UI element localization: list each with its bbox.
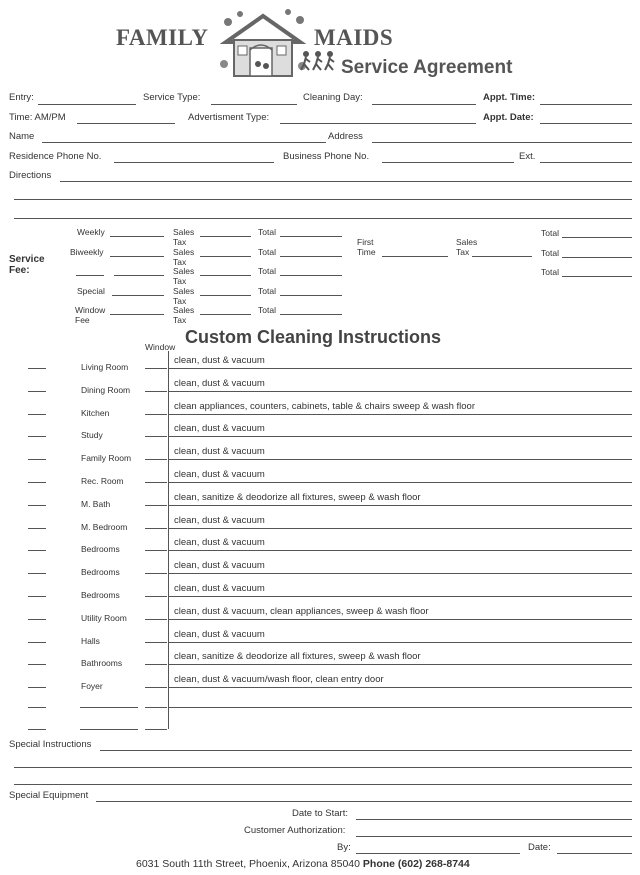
tax-label: Tax xyxy=(173,315,187,325)
appt-time-field[interactable] xyxy=(540,104,632,105)
right-total-label: Total xyxy=(541,267,559,277)
room-label: Study xyxy=(81,430,103,440)
sales-label: Sales xyxy=(173,305,195,315)
room-label: Halls xyxy=(81,636,100,646)
special-instructions-field-2[interactable] xyxy=(14,767,632,768)
special-equipment-field[interactable] xyxy=(96,801,632,802)
weekly-total-field[interactable] xyxy=(280,236,342,237)
special-amount-field[interactable] xyxy=(112,295,164,296)
tax-label: Tax xyxy=(173,257,187,267)
room-check-field[interactable] xyxy=(28,482,46,483)
directions-field-1[interactable] xyxy=(60,181,632,182)
cleaning-instruction: clean, dust & vacuum/wash floor, clean entry door xyxy=(174,674,384,685)
instruction-line[interactable] xyxy=(168,573,632,574)
appt-date-label: Appt. Date: xyxy=(483,112,534,123)
window-fee-label-2: Fee xyxy=(75,315,90,325)
window-check-field[interactable] xyxy=(145,596,167,597)
name-field[interactable] xyxy=(42,142,326,143)
window-check-field[interactable] xyxy=(145,642,167,643)
cleaning-instruction: clean, dust & vacuum xyxy=(174,446,265,457)
biweekly-total-field[interactable] xyxy=(280,256,342,257)
instruction-line[interactable] xyxy=(168,414,632,415)
first-time-label-1: First xyxy=(357,237,374,247)
time-ampm-label: Time: AM/PM xyxy=(9,112,66,123)
window-check-field[interactable] xyxy=(145,436,167,437)
room-name-field[interactable] xyxy=(80,707,138,708)
first-time-tax-label: Tax xyxy=(456,247,470,257)
room-label: Utility Room xyxy=(81,613,127,623)
instruction-line[interactable] xyxy=(168,596,632,597)
instruction-line[interactable] xyxy=(168,505,632,506)
room-check-field[interactable] xyxy=(28,596,46,597)
sales-label: Sales xyxy=(173,266,195,276)
column-divider xyxy=(168,351,169,729)
right-total-label: Total xyxy=(541,248,559,258)
cleaning-instruction: clean, dust & vacuum xyxy=(174,537,265,548)
advertisement-type-label: Advertisment Type: xyxy=(188,112,270,123)
window-check-field[interactable] xyxy=(145,619,167,620)
service-fee-label-2: Fee: xyxy=(9,265,30,276)
cleaning-instruction: clean, dust & vacuum xyxy=(174,583,265,594)
total-label: Total xyxy=(258,266,276,276)
room-label: Rec. Room xyxy=(81,476,124,486)
first-time-tax-field[interactable] xyxy=(472,256,532,257)
room-label: Dining Room xyxy=(81,385,131,395)
form-title: Service Agreement xyxy=(341,57,513,78)
date-to-start-label: Date to Start: xyxy=(292,808,348,819)
name-label: Name xyxy=(9,131,35,142)
directions-field-3[interactable] xyxy=(14,218,632,219)
appt-time-label: Appt. Time: xyxy=(483,92,536,103)
biweekly-amount-field[interactable] xyxy=(110,256,164,257)
window-check-field[interactable] xyxy=(145,482,167,483)
customer-authorization-field[interactable] xyxy=(356,836,632,837)
other-total-field[interactable] xyxy=(280,275,342,276)
instruction-line[interactable] xyxy=(168,528,632,529)
room-check-field[interactable] xyxy=(28,528,46,529)
instruction-line[interactable] xyxy=(168,391,632,392)
room-label: Bedrooms xyxy=(81,544,120,554)
window-check-field[interactable] xyxy=(145,368,167,369)
right-total-field-2[interactable] xyxy=(562,257,632,258)
by-field[interactable] xyxy=(356,853,520,854)
footer-phone: Phone (602) 268-8744 xyxy=(362,858,470,870)
room-label: Kitchen xyxy=(81,408,110,418)
service-type-field[interactable] xyxy=(211,104,297,105)
room-check-field[interactable] xyxy=(28,391,46,392)
directions-label: Directions xyxy=(9,170,52,181)
cleaning-instruction: clean, dust & vacuum xyxy=(174,378,265,389)
room-label: Foyer xyxy=(81,681,103,691)
first-time-amount-field[interactable] xyxy=(382,256,448,257)
first-time-label-2: Time xyxy=(357,247,376,257)
room-label: Family Room xyxy=(81,453,132,463)
window-check-field[interactable] xyxy=(145,459,167,460)
service-fee-label-1: Service xyxy=(9,254,45,265)
customer-authorization-label: Customer Authorization: xyxy=(244,825,346,836)
instruction-line[interactable] xyxy=(168,459,632,460)
instruction-line[interactable] xyxy=(168,707,632,708)
cleaning-instruction: clean, dust & vacuum xyxy=(174,515,265,526)
special-instructions-field-1[interactable] xyxy=(100,750,632,751)
instruction-line[interactable] xyxy=(168,482,632,483)
cleaning-instruction: clean appliances, counters, cabinets, table & chairs sweep & wash floor xyxy=(174,401,475,412)
special-label: Special xyxy=(77,286,105,296)
business-phone-field[interactable] xyxy=(382,162,514,163)
instruction-line[interactable] xyxy=(168,550,632,551)
window-check-field[interactable] xyxy=(145,391,167,392)
room-label: Bedrooms xyxy=(81,567,120,577)
special-instructions-label: Special Instructions xyxy=(9,739,92,750)
sales-label: Sales xyxy=(173,227,195,237)
sales-label: Sales xyxy=(173,286,195,296)
window-tax-field[interactable] xyxy=(200,314,251,315)
business-phone-label: Business Phone No. xyxy=(283,151,370,162)
cleaning-day-label: Cleaning Day: xyxy=(303,92,363,103)
room-check-field[interactable] xyxy=(28,729,46,730)
window-check-field[interactable] xyxy=(145,550,167,551)
special-instructions-field-3[interactable] xyxy=(14,784,632,785)
total-label: Total xyxy=(258,247,276,257)
weekly-amount-field[interactable] xyxy=(110,236,164,237)
cleaning-instruction: clean, dust & vacuum xyxy=(174,423,265,434)
other-label-field[interactable] xyxy=(76,275,104,276)
cleaning-instruction: clean, dust & vacuum xyxy=(174,469,265,480)
first-time-sales-label: Sales xyxy=(456,237,478,247)
tax-label: Tax xyxy=(173,276,187,286)
ext-field[interactable] xyxy=(540,162,632,163)
sales-label: Sales xyxy=(173,247,195,257)
date-field[interactable] xyxy=(557,853,632,854)
cleaning-instruction: clean, dust & vacuum xyxy=(174,629,265,640)
window-column-label: Window xyxy=(145,342,176,352)
appt-date-field[interactable] xyxy=(540,123,632,124)
residence-phone-field[interactable] xyxy=(114,162,274,163)
instruction-line[interactable] xyxy=(168,619,632,620)
instruction-line[interactable] xyxy=(168,436,632,437)
instruction-line[interactable] xyxy=(168,664,632,665)
ext-label: Ext. xyxy=(519,151,536,162)
time-ampm-field[interactable] xyxy=(77,123,175,124)
right-total-label: Total xyxy=(541,228,559,238)
room-check-field[interactable] xyxy=(28,414,46,415)
total-label: Total xyxy=(258,305,276,315)
window-total-field[interactable] xyxy=(280,314,342,315)
address-label: Address xyxy=(328,131,363,142)
special-equipment-label: Special Equipment xyxy=(9,790,89,801)
window-check-field[interactable] xyxy=(145,573,167,574)
window-check-field[interactable] xyxy=(145,528,167,529)
room-check-field[interactable] xyxy=(28,459,46,460)
window-check-field[interactable] xyxy=(145,505,167,506)
window-check-field[interactable] xyxy=(145,414,167,415)
right-total-field-1[interactable] xyxy=(562,237,632,238)
room-check-field[interactable] xyxy=(28,642,46,643)
custom-cleaning-heading: Custom Cleaning Instructions xyxy=(185,327,442,347)
room-check-field[interactable] xyxy=(28,687,46,688)
window-amount-field[interactable] xyxy=(110,314,164,315)
residence-phone-label: Residence Phone No. xyxy=(9,151,102,162)
cleaning-day-field[interactable] xyxy=(372,104,476,105)
room-check-field[interactable] xyxy=(28,664,46,665)
room-label: M. Bedroom xyxy=(81,522,128,532)
instruction-line[interactable] xyxy=(168,642,632,643)
window-check-field[interactable] xyxy=(145,707,167,708)
service-type-label: Service Type: xyxy=(143,92,201,103)
cleaning-instruction: clean, dust & vacuum, clean appliances, sweep & wash floor xyxy=(174,606,429,617)
room-label: M. Bath xyxy=(81,499,111,509)
by-label: By: xyxy=(337,842,351,853)
tax-label: Tax xyxy=(173,296,187,306)
room-check-field[interactable] xyxy=(28,505,46,506)
room-label: Living Room xyxy=(81,362,129,372)
instruction-line[interactable] xyxy=(168,687,632,688)
instruction-line[interactable] xyxy=(168,368,632,369)
room-check-field[interactable] xyxy=(28,368,46,369)
house-logo-icon xyxy=(220,8,306,78)
cleaning-instruction: clean, sanitize & deodorize all fixtures, sweep & wash floor xyxy=(174,651,421,662)
room-check-field[interactable] xyxy=(28,707,46,708)
room-check-field[interactable] xyxy=(28,550,46,551)
date-label: Date: xyxy=(528,842,551,853)
address-field[interactable] xyxy=(372,142,632,143)
room-check-field[interactable] xyxy=(28,619,46,620)
other-tax-field[interactable] xyxy=(200,275,251,276)
special-total-field[interactable] xyxy=(280,295,342,296)
advertisement-type-field[interactable] xyxy=(280,123,476,124)
other-amount-field[interactable] xyxy=(114,275,164,276)
window-check-field[interactable] xyxy=(145,687,167,688)
biweekly-tax-field[interactable] xyxy=(200,256,251,257)
cleaning-instruction: clean, dust & vacuum xyxy=(174,560,265,571)
cleaning-instruction: clean, sanitize & deodorize all fixtures, sweep & wash floor xyxy=(174,492,421,503)
biweekly-label: Biweekly xyxy=(70,247,104,257)
cleaning-instruction: clean, dust & vacuum xyxy=(174,355,265,366)
weekly-label: Weekly xyxy=(77,227,105,237)
weekly-tax-field[interactable] xyxy=(200,236,251,237)
footer-street: 6031 South 11th Street, Phoenix, Arizona 85040 xyxy=(136,858,360,870)
room-check-field[interactable] xyxy=(28,436,46,437)
running-figures-icon xyxy=(300,50,336,72)
entry-field[interactable] xyxy=(38,104,136,105)
room-check-field[interactable] xyxy=(28,573,46,574)
room-label: Bathrooms xyxy=(81,658,123,668)
brand-maids: MAIDS xyxy=(314,25,394,50)
window-check-field[interactable] xyxy=(145,664,167,665)
directions-field-2[interactable] xyxy=(14,199,632,200)
window-fee-label-1: Window xyxy=(75,305,106,315)
window-check-field[interactable] xyxy=(145,729,167,730)
room-label: Bedrooms xyxy=(81,590,120,600)
entry-label: Entry: xyxy=(9,92,34,103)
footer-address xyxy=(136,858,470,870)
total-label: Total xyxy=(258,286,276,296)
tax-label: Tax xyxy=(173,237,187,247)
right-total-field-3[interactable] xyxy=(562,276,632,277)
date-to-start-field[interactable] xyxy=(356,819,632,820)
total-label: Total xyxy=(258,227,276,237)
room-name-field[interactable] xyxy=(80,729,138,730)
special-tax-field[interactable] xyxy=(200,295,251,296)
brand-family: FAMILY xyxy=(116,25,209,50)
